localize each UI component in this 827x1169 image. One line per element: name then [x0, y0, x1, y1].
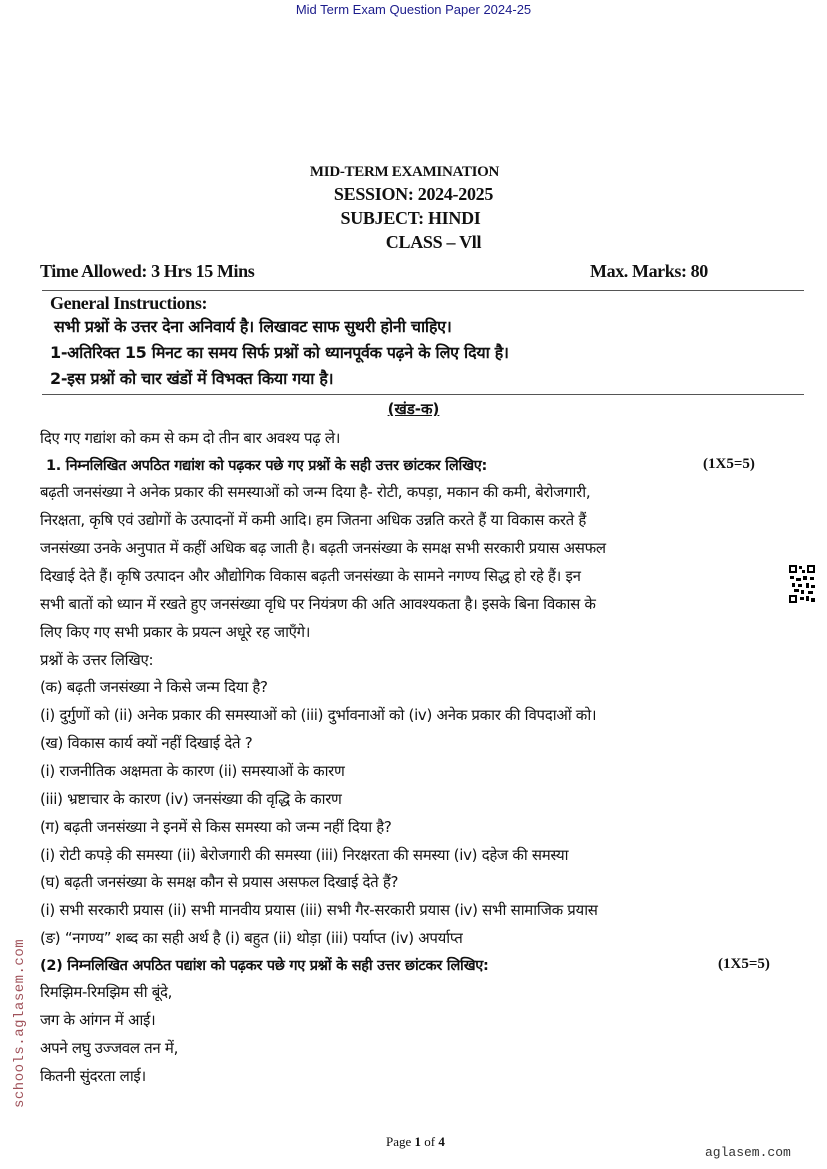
options-gha: (i) सभी सरकारी प्रयास (ii) सभी मानवीय प्रयास (iii) सभी गैर-सरकारी प्रयास (iv) सभी सामाजिक प्रयास: [40, 901, 598, 919]
passage-line: निरक्षता, कृषि एवं उद्योगों के उत्पादनों में कमी आदि। हम जितना अधिक उन्नति करते हैं या विकास करते हैं: [40, 511, 587, 529]
instruction-line: 1-अतिरिक्त 15 मिनट का समय सिर्फ प्रश्नों को ध्यानपूर्वक पढ़ने के लिए दिया है।: [50, 343, 509, 362]
sub-question-kha: (ख) विकास कार्य क्यों नहीं दिखाई देते ?: [40, 734, 253, 752]
divider: [42, 290, 804, 291]
poem-line: जग के आंगन में आई।: [40, 1011, 156, 1029]
sub-question-nga: (ङ) “नगण्य” शब्द का सही अर्थ है (i) बहुत (ii) थोड़ा (iii) पर्याप्त (iv) अपर्याप्त: [40, 929, 463, 947]
poem-line: रिमझिम-रिमझिम सी बूंदे,: [40, 983, 173, 1001]
side-watermark: schools.aglasem.com: [12, 938, 28, 1108]
passage-line: बढ़ती जनसंख्या ने अनेक प्रकार की समस्याओं को जन्म दिया है- रोटी, कपड़ा, मकान की कमी, बेरोजगारी,: [40, 483, 591, 501]
instructions-title: General Instructions:: [50, 293, 208, 313]
question-1-heading: 1. निम्नलिखित अपठित गद्यांश को पढ़कर पछे गए प्रश्नों के सही उत्तर छांटकर लिखिए:: [46, 458, 487, 474]
sub-question-ka: (क) बढ़ती जनसंख्या ने किसे जन्म दिया है?: [40, 678, 268, 696]
options-kha: (iii) भ्रष्टाचार के कारण (iv) जनसंख्या की वृद्धि के कारण: [40, 790, 342, 808]
sub-question-ga: (ग) बढ़ती जनसंख्या ने इनमें से किस समस्या को जन्म नहीं दिया है?: [40, 818, 392, 836]
qr-code-icon: [788, 564, 816, 604]
poem-line: कितनी सुंदरता लाई।: [40, 1067, 146, 1085]
class-label: CLASS – Vll: [385, 232, 482, 252]
instruction-line: सभी प्रश्नों के उत्तर देना अनिवार्य है। लिखावट साफ सुथरी होनी चाहिए।: [54, 317, 452, 336]
question-2-marks: (1X5=5): [718, 956, 770, 972]
session-label: SESSION: 2024-2025: [333, 184, 494, 204]
question-1-marks: (1X5=5): [703, 456, 755, 472]
page-number: Page 1 of 4: [386, 1134, 445, 1149]
footer-watermark: aglasem.com: [705, 1145, 791, 1160]
options-ka: (i) दुर्गुणों को (ii) अनेक प्रकार की समस्याओं को (iii) दुर्भावनाओं को (iv) अनेक प्रकार की विपदाओं को।: [40, 706, 597, 724]
poem-line: अपने लघु उज्जवल तन में,: [40, 1039, 179, 1057]
exam-meta: [40, 261, 800, 282]
passage-line: सभी बातों को ध्यान में रखते हुए जनसंख्या वृधि पर नियंत्रण की अति आवश्यकता है। इसके बिना विकास के: [40, 595, 596, 613]
divider: [42, 394, 804, 395]
section-title: (खंड-क): [387, 400, 440, 418]
general-instructions: [50, 292, 810, 392]
sub-question-gha: (घ) बढ़ती जनसंख्या के समक्ष कौन से प्रयास असफल दिखाई देते हैं?: [40, 873, 399, 891]
max-marks: Max. Marks: 80: [590, 261, 708, 281]
exam-title: MID-TERM EXAMINATION: [309, 164, 500, 180]
instruction-line: 2-इस प्रश्नों को चार खंडों में विभक्त किया गया है।: [50, 369, 334, 388]
options-ga: (i) रोटी कपड़े की समस्या (ii) बेरोजगारी की समस्या (iii) निरक्षरता की समस्या (iv) दहेज की समस्या: [40, 846, 569, 864]
passage-line: जनसंख्या उनके अनुपात में कहीं अधिक बढ़ जाती है। बढ़ती जनसंख्या के समक्ष सभी सरकारी प्रयास असफल: [40, 539, 606, 557]
questions-prompt: प्रश्नों के उत्तर लिखिए:: [40, 651, 154, 669]
options-kha: (i) राजनीतिक अक्षमता के कारण (ii) समस्याओं के कारण: [40, 762, 345, 780]
section-note: दिए गए गद्यांश को कम से कम दो तीन बार अवश्य पढ़ ले।: [40, 429, 341, 447]
time-allowed: Time Allowed: 3 Hrs 15 Mins: [40, 261, 255, 281]
passage-line: दिखाई देते हैं। कृषि उत्पादन और औद्योगिक विकास बढ़ती जनसंख्या के सामने नगण्य सिद्ध हो रहे हैं। इन: [40, 567, 581, 585]
question-2-heading: (2) निम्नलिखित अपठित पद्यांश को पढ़कर पछे गए प्रश्नों के सही उत्तर छांटकर लिखिए:: [40, 958, 489, 974]
subject-label: SUBJECT: HINDI: [340, 208, 481, 228]
passage-line: लिए किए गए सभी प्रकार के प्रयत्न अधूरे रह जाएँगे।: [40, 623, 311, 641]
exam-header: [0, 164, 827, 253]
document-banner: Mid Term Exam Question Paper 2024-25: [295, 2, 532, 17]
